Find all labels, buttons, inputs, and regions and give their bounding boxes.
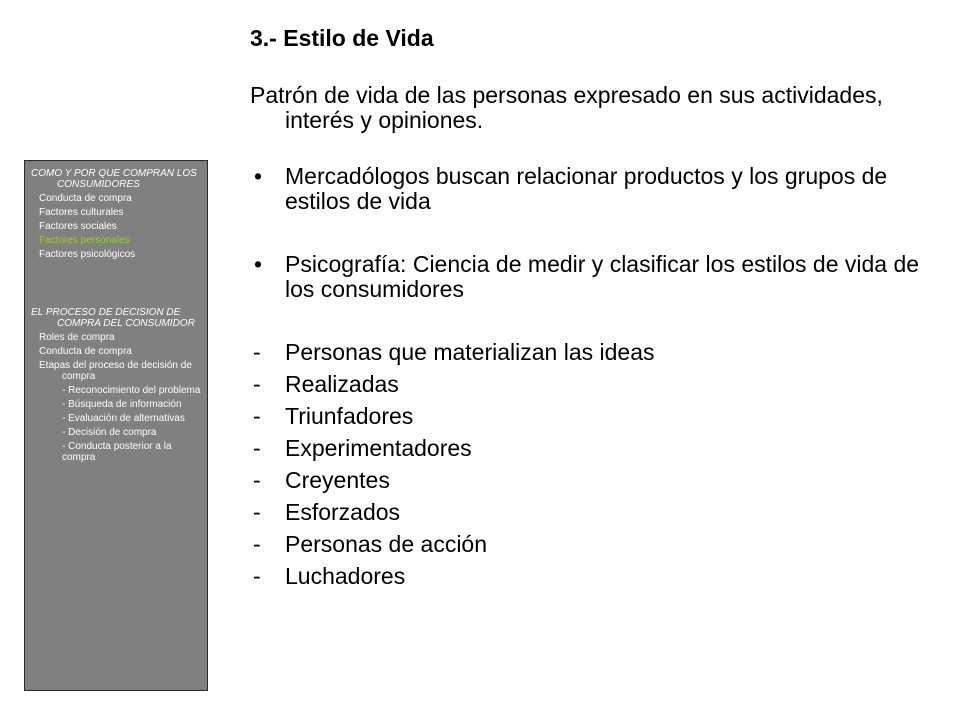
sidebar-item-factores-sociales[interactable]: Factores sociales xyxy=(39,221,117,232)
dash-icon: - xyxy=(253,435,261,461)
slide-content xyxy=(250,26,940,596)
dash-icon: - xyxy=(253,403,261,429)
dash-icon: - xyxy=(253,339,261,365)
sidebar-heading-proceso-de-decision[interactable]: EL PROCESO DE DECISION DE COMPRA DEL CONSUMIDOR xyxy=(31,307,195,329)
dash-icon: - xyxy=(253,499,261,525)
sidebar-item-conducta-de-compra[interactable]: Conducta de compra xyxy=(39,193,132,204)
intro-paragraph: Patrón de vida de las personas expresado en sus actividades, interés y opiniones. xyxy=(250,82,883,133)
sidebar-heading-como-y-por-que[interactable]: COMO Y POR QUE COMPRAN LOS CONSUMIDORES xyxy=(31,168,197,190)
bullet-text: Mercadólogos buscan relacionar productos y los grupos de estilos de vida xyxy=(285,163,888,214)
list-item-text: Personas de acción xyxy=(285,531,488,557)
list-item xyxy=(250,500,940,532)
list-item xyxy=(250,532,940,564)
list-item xyxy=(250,340,940,372)
list-item xyxy=(250,564,940,596)
sidebar-subitem-evaluacion[interactable]: - Evaluación de alternativas xyxy=(62,413,185,424)
sidebar-nav-panel xyxy=(24,160,208,691)
sidebar-item-factores-personales[interactable]: Factores personales xyxy=(39,235,130,246)
list-item xyxy=(250,404,940,436)
list-item-text: Luchadores xyxy=(285,563,406,589)
sidebar-subitem-busqueda[interactable]: - Búsqueda de información xyxy=(62,399,182,410)
list-item xyxy=(250,372,940,404)
sidebar-item-conducta-de-compra-2[interactable]: Conducta de compra xyxy=(39,346,132,357)
bullet-icon: • xyxy=(254,251,263,277)
sidebar-subitem-reconocimiento[interactable]: - Reconocimiento del problema xyxy=(62,385,201,396)
list-item xyxy=(250,468,940,500)
sidebar-spacer xyxy=(29,263,201,307)
sidebar-item-etapas-del-proceso[interactable]: Etapas del proceso de decisión de compra xyxy=(39,360,192,382)
bullet-icon: • xyxy=(254,163,263,189)
dash-icon: - xyxy=(253,371,261,397)
list-item-text: Esforzados xyxy=(285,499,401,525)
bullet-item-psicografia xyxy=(250,252,940,302)
sidebar-subitem-decision[interactable]: - Decisión de compra xyxy=(62,427,157,438)
sidebar-item-factores-psicologicos[interactable]: Factores psicológicos xyxy=(39,249,136,260)
list-item-text: Realizadas xyxy=(285,371,399,397)
sidebar-subitem-conducta-posterior[interactable]: - Conducta posterior a la compra xyxy=(62,441,172,463)
slide-title: 3.- Estilo de Vida xyxy=(250,25,434,51)
list-item-text: Personas que materializan las ideas xyxy=(285,339,655,365)
sidebar-item-factores-culturales[interactable]: Factores culturales xyxy=(39,207,124,218)
list-item-text: Triunfadores xyxy=(285,403,414,429)
dash-icon: - xyxy=(253,467,261,493)
sidebar-item-roles-de-compra[interactable]: Roles de compra xyxy=(39,332,115,343)
dash-icon: - xyxy=(253,563,261,589)
list-item xyxy=(250,436,940,468)
list-item-text: Experimentadores xyxy=(285,435,472,461)
list-item-text: Creyentes xyxy=(285,467,390,493)
bullet-item-mercadologos xyxy=(250,164,940,214)
dash-icon: - xyxy=(253,531,261,557)
bullet-text: Psicografía: Ciencia de medir y clasificar los estilos de vida de los consumidores xyxy=(285,251,920,302)
lifestyle-list xyxy=(250,340,940,596)
